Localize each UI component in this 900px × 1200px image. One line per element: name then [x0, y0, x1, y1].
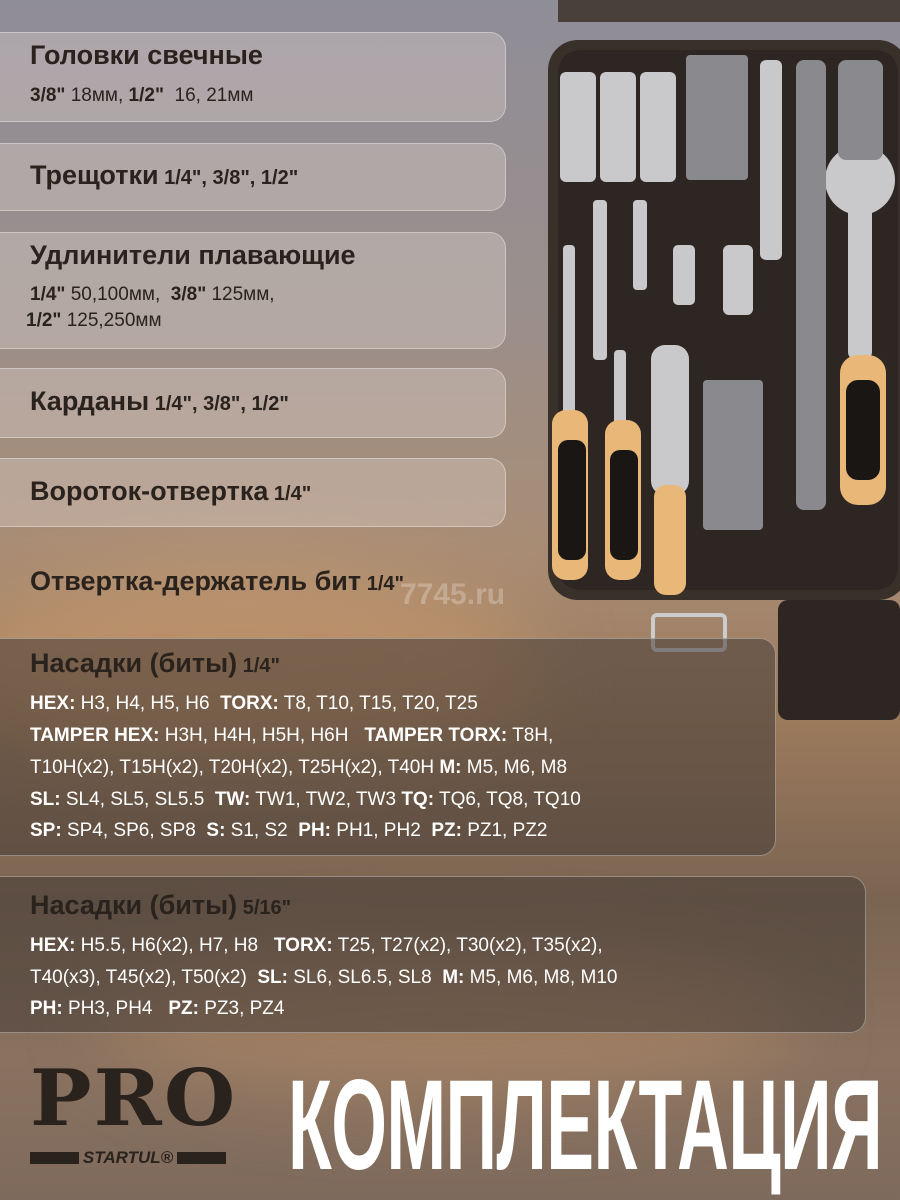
spec-value: H3H, H4H, H5H, H6H	[159, 725, 365, 746]
spec-line	[30, 820, 547, 842]
section-title	[30, 240, 356, 271]
spec-value: 50,100мм,	[65, 284, 171, 305]
section-title-text: Карданы	[30, 386, 150, 416]
spec-value: PH3, PH4	[62, 998, 169, 1019]
section-title-text: Трещотки	[30, 160, 159, 190]
spec-line	[30, 967, 617, 989]
section-title	[30, 160, 298, 191]
section-title-text: Головки свечные	[30, 40, 263, 70]
spec-value: T8H,	[507, 725, 554, 746]
spec-value: T8, T10, T15, T20, T25	[278, 693, 478, 714]
spec-label: PH:	[298, 820, 331, 841]
spec-label: 3/8"	[30, 85, 66, 106]
spec-label: PZ:	[431, 820, 462, 841]
spec-value: PZ3, PZ4	[198, 998, 285, 1019]
spec-value: M5, M6, M8	[461, 757, 568, 778]
spec-label: M:	[442, 967, 465, 988]
spec-line	[26, 310, 162, 332]
spec-label: 1/2"	[26, 310, 62, 331]
section-title	[30, 40, 263, 71]
section-title	[30, 386, 289, 417]
watermark: 7745.ru	[400, 578, 506, 611]
spec-label: 1/2"	[128, 85, 164, 106]
spec-value: S1, S2	[225, 820, 299, 841]
section-size: 1/4"	[361, 573, 404, 595]
section-title-text: Насадки (биты)	[30, 890, 238, 920]
spec-value: SP4, SP6, SP8	[61, 820, 207, 841]
spec-line	[30, 284, 275, 306]
spec-label: TW:	[214, 789, 251, 810]
spec-label: PZ:	[168, 998, 199, 1019]
logo-startul: STARTUL®	[82, 1148, 174, 1167]
spec-line	[30, 998, 284, 1020]
spec-label: TAMPER HEX:	[30, 725, 160, 746]
headline: КОМПЛЕКТАЦИЯ	[288, 1054, 883, 1197]
spec-value: TW1, TW2, TW3	[250, 789, 402, 810]
spec-label: SP:	[30, 820, 62, 841]
section-title	[30, 890, 291, 921]
spec-label: SL:	[30, 789, 61, 810]
spec-line	[30, 693, 478, 715]
section-title-text: Насадки (биты)	[30, 648, 238, 678]
spec-value: PH1, PH2	[331, 820, 432, 841]
section-title	[30, 648, 280, 679]
spec-value: PZ1, PZ2	[461, 820, 548, 841]
section-title	[30, 566, 404, 597]
spec-value: SL6, SL6.5, SL8	[287, 967, 443, 988]
spec-value: T25, T27(x2), T30(x2), T35(x2),	[332, 935, 603, 956]
logo-pro: PRO	[30, 1053, 238, 1144]
spec-value: SL4, SL5, SL5.5	[60, 789, 215, 810]
spec-line	[30, 789, 581, 811]
tool-case-image	[528, 0, 900, 720]
spec-line	[30, 935, 603, 957]
pro-startul-logo	[30, 1053, 238, 1175]
section-title-text: Отвертка-держатель бит	[30, 566, 362, 596]
spec-label: S:	[206, 820, 226, 841]
section-size: 1/4"	[237, 655, 281, 677]
spec-label: TQ:	[401, 789, 435, 810]
spec-label: 1/4"	[30, 284, 66, 305]
spec-label: SL:	[257, 967, 288, 988]
spec-value: 125,250мм	[61, 310, 162, 331]
section-size: 5/16"	[237, 897, 292, 919]
spec-value: 18мм,	[65, 85, 129, 106]
section-size: 1/4", 3/8", 1/2"	[149, 393, 289, 415]
section-title	[30, 476, 311, 507]
spec-value: H5.5, H6(x2), H7, H8	[75, 935, 274, 956]
spec-value: TQ6, TQ8, TQ10	[434, 789, 581, 810]
spec-value: T10H(x2), T15H(x2), T20H(x2), T25H(x2), T40H	[30, 757, 440, 778]
spec-value: 16, 21мм	[163, 85, 254, 106]
spec-value: H3, H4, H5, H6	[75, 693, 221, 714]
spec-label: 3/8"	[170, 284, 207, 305]
spec-value: T40(x3), T45(x2), T50(x2)	[30, 967, 258, 988]
spec-label: TAMPER TORX:	[364, 725, 508, 746]
spec-label: PH:	[30, 998, 63, 1019]
section-title-text: Удлинители плавающие	[30, 240, 356, 270]
spec-label: HEX:	[30, 935, 76, 956]
spec-label: TORX:	[273, 935, 333, 956]
section-size: 1/4", 3/8", 1/2"	[158, 167, 299, 189]
spec-value: M5, M6, M8, M10	[464, 967, 618, 988]
spec-line	[30, 725, 553, 747]
spec-label: M:	[439, 757, 462, 778]
section-title-text: Вороток-отвертка	[30, 476, 269, 506]
spec-label: HEX:	[30, 693, 76, 714]
section-size: 1/4"	[268, 483, 312, 505]
spec-label: TORX:	[220, 693, 279, 714]
spec-value: 125мм,	[206, 284, 275, 305]
spec-line	[30, 757, 567, 779]
spec-line	[30, 85, 253, 107]
